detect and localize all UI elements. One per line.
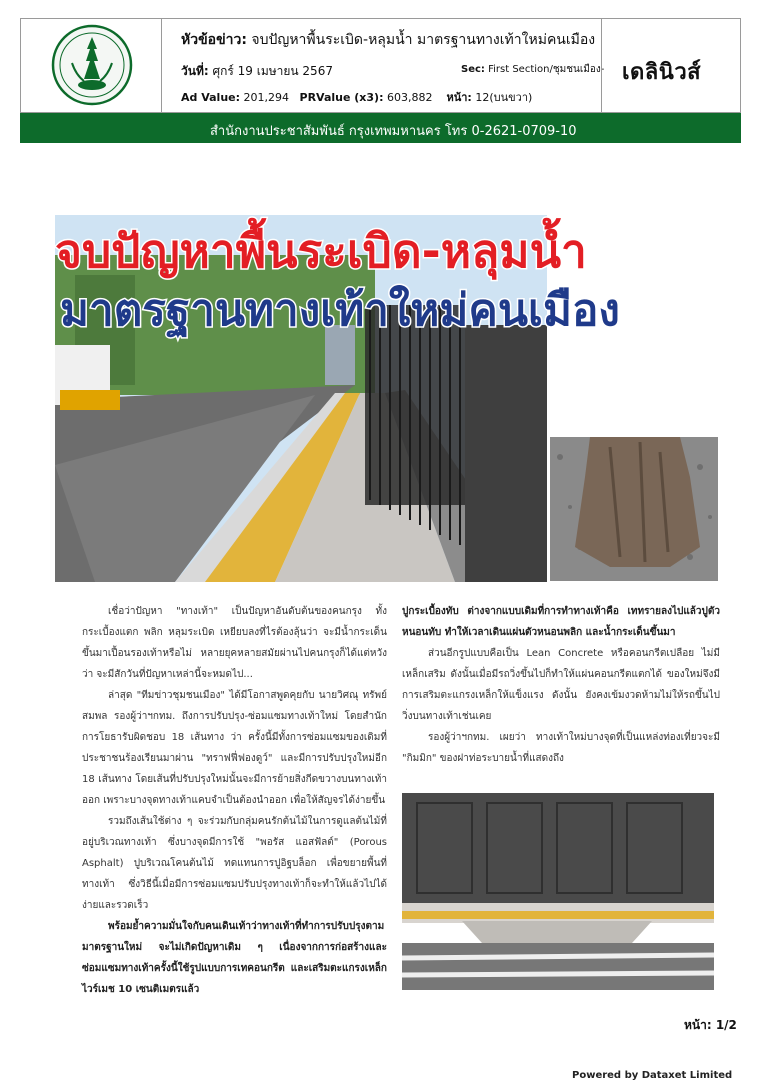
ad-value-label: Ad Value:: [181, 91, 241, 104]
date-label: วันที่:: [181, 64, 209, 78]
agency-text: สำนักงานประชาสัมพันธ์ กรุงเทพมหานคร โทร 0-2621-0709-10: [210, 124, 577, 139]
article-title-line2: มาตรฐานทางเท้าใหม่คนเมือง: [60, 285, 620, 336]
date-row: [181, 62, 333, 81]
article-title-line1: จบปัญหาพื้นระเบิด-หลุมน้ำ: [55, 224, 587, 278]
headline-row: [181, 29, 621, 51]
article-paragraph: รวมถึงเส้นใช้ต่าง ๆ จะร่วมกับกลุ่มคนรักต้นไม้ในการดูแลต้นไม้ที่อยู่บริเวณทางเท้า ซึ่งบางจุดมีการใช้ "พอรัส แอสฟัลต์" (Porous Asphalt) ปูบริเวณโคนต้นไม้ ทดแทนการปูอิฐบล็อก เพื่อขยายพื้นที่ทางเท้า ซึ่งวิธีนี้เมื่อมีการซ่อมแซมปรับปรุงทางเท้าก็จะทำให้แล้วไปได้ง่ายและรวดเร็ว: [82, 816, 387, 911]
headline-label: หัวข้อข่าว:: [181, 32, 247, 48]
agency-bar: [20, 113, 741, 143]
article-paragraph-bold: พร้อมย้ำความมั่นใจกับคนเดินเท้าว่าทางเท้าที่ทำการปรับปรุงตามมาตรฐานใหม่ จะไม่เกิดปัญหาเดิม ๆ เนื่องจากการก่อสร้างและซ่อมแซมทางเท้าครั้งนี้ใช้รูปแบบการเทคอนกรีต และเสริมตะแกรงเหล็กไวร์เมช 10 เซนติเมตรแล้ว: [82, 921, 387, 995]
clipping-header: [20, 18, 741, 113]
date-value: ศุกร์ 19 เมษายน 2567: [212, 64, 333, 78]
tree-porous-asphalt-photo: [550, 437, 718, 581]
section-label: Sec:: [461, 64, 485, 75]
article-paragraph: ล่าสุด "ทีมข่าวชุมชนเมือง" ได้มีโอกาสพูดคุยกับ นายวิศณุ ทรัพย์สมพล รองผู้ว่าฯกทม. ถึงการปรับปรุง-ซ่อมแซมทางเท้าใหม่ โดยสำนักการโยธารับผิดชอบ 18 เส้นทาง ว่า ครั้งนี้มีทั้งการซ่อมแซมของเดิมที่ประชาชนร้องเรียนมาผ่าน "ทราฟฟี่ฟองดูว์" และมีการปรับปรุงใหม่อีก 18 เส้นทาง โดยเส้นที่ปรับปรุงใหม่นั้นจะมีการย้ายสิ่งกีดขวางบนทางเท้าออก เพราะบางจุดทางเท้าแคบจำเป็นต้องนำออก เพื่อให้สัญจรได้ง่ายขึ้น: [82, 690, 387, 806]
section-value: First Section/ชุมชนเมือง-: [488, 64, 605, 75]
article-column-left: [82, 601, 387, 1000]
powered-by: Powered by Dataxet Limited: [572, 1070, 733, 1081]
clipping-info: [181, 19, 621, 112]
article-paragraph-bold: ปูกระเบื้องทับ ต่างจากแบบเดิมที่การทำทางเท้าคือ เททรายลงไปแล้วปูตัวหนอนทับ ทำให้เวลาเดินแผ่นตัวหนอนพลิก และน้ำกระเด็นขึ้นมา: [402, 606, 720, 638]
pr-value-label: PRValue (x3):: [299, 91, 384, 104]
article-paragraph: รองผู้ว่าฯกทม. เผยว่า ทางเท้าใหม่บางจุดที่เป็นแหล่งท่องเที่ยวจะมี "กิมมิก" ของฝาท่อระบายน้ำที่แสดงถึง: [402, 732, 720, 764]
value-row: [181, 88, 532, 106]
page-value: 12(บนขวา): [475, 91, 533, 104]
bangkok-seal-logo: [50, 23, 134, 107]
logo-box: [21, 19, 162, 112]
ad-value: 201,294: [243, 91, 290, 104]
publication-name: เดลินิวส์: [622, 60, 702, 85]
section-row: [461, 62, 621, 77]
page-number: หน้า: 1/2: [684, 1018, 737, 1032]
article-paragraph: เชื่อว่าปัญหา "ทางเท้า" เป็นปัญหาอันดับต้นของคนกรุง ทั้งกระเบื้องแตก พลิก หลุมระเบิด เหยียบลงที่ไรต้องลุ้นว่า จะมีน้ำกระเด็นขึ้นมาเปื้อนรองเท้าหรือไม่ หลายยุคหลายสมัยผ่านไปคนกรุงก็ได้แต่หวังว่า จะมีสักวันที่ปัญหาเหล่านี้จะหมดไป...: [82, 606, 387, 680]
publication-box: [601, 19, 741, 112]
article-column-right: [402, 601, 720, 769]
article-paragraph: ส่วนอีกรูปแบบคือเป็น Lean Concrete หรือคอนกรีตเปลือย ไม่มีเหล็กเสริม ดังนั้นเมื่อมีรถวิ่งขึ้นไปก็ทำให้แผ่นคอนกรีตแตกได้ ของใหม่จึงมีการเสริมตะแกรงเหล็กให้แข็งแรง ดังนั้น ยังคงเข้มงวดห้ามไม่ให้รถขึ้นไปวิ่งบนทางเท้าเช่นเคย: [402, 648, 720, 722]
headline-text: จบปัญหาพื้นระเบิด-หลุมน้ำ มาตรฐานทางเท้าใหม่คนเมือง: [251, 32, 596, 48]
sidewalk-drain-photo: [402, 793, 714, 990]
pr-value: 603,882: [386, 91, 433, 104]
page-label: หน้า:: [446, 91, 472, 104]
